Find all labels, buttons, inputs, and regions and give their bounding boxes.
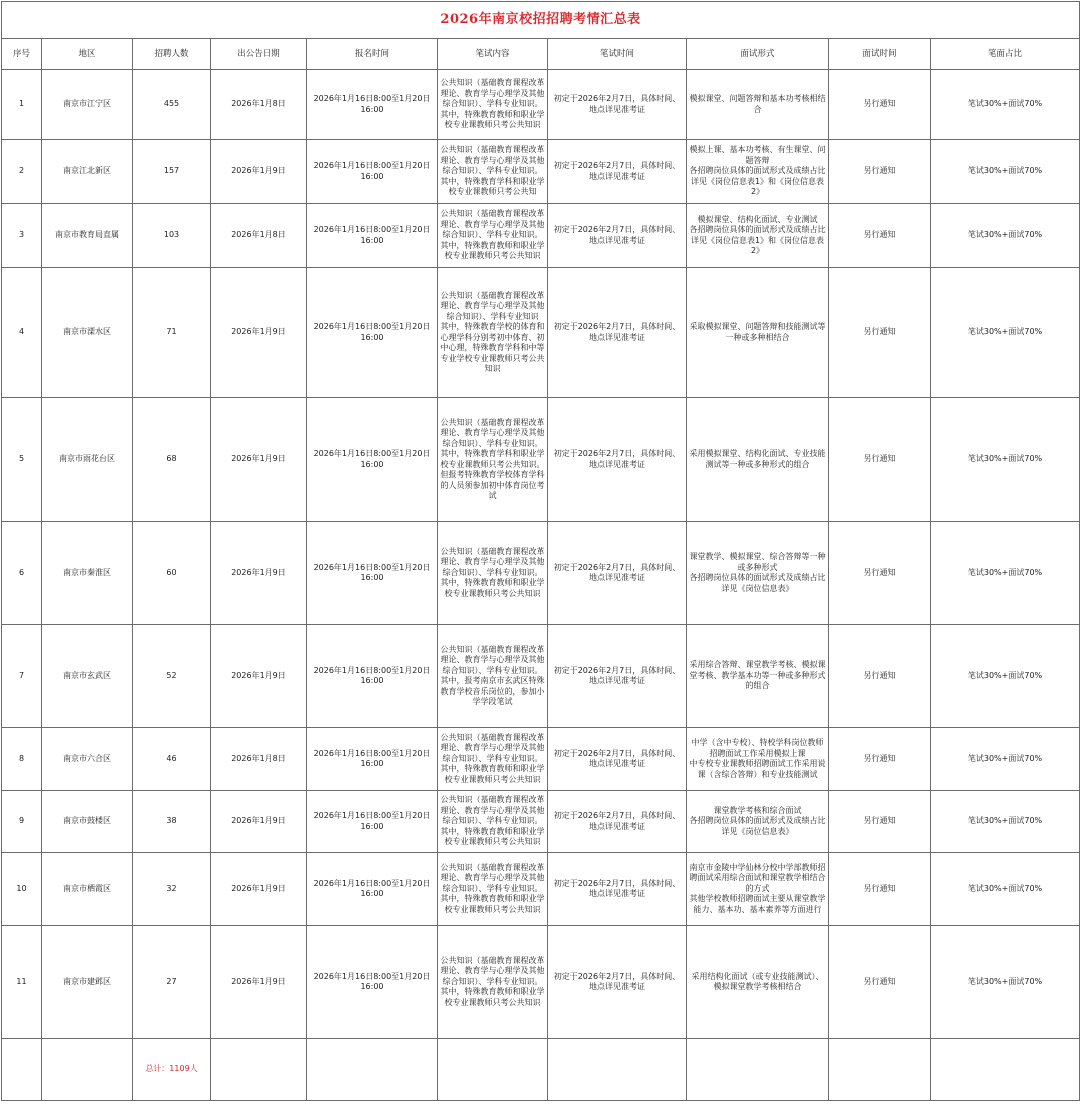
cell-notice-date: 2026年1月8日	[211, 728, 307, 791]
total-cell-blank	[211, 1039, 307, 1101]
cell-ratio: 笔试30%+面试70%	[931, 791, 1080, 853]
cell-interview-time: 另行通知	[829, 728, 931, 791]
cell-ratio: 笔试30%+面试70%	[931, 70, 1080, 140]
cell-written-time: 初定于2026年2月7日，具体时间、地点详见准考证	[548, 268, 687, 398]
cell-ratio: 笔试30%+面试70%	[931, 625, 1080, 728]
cell-index: 3	[2, 204, 42, 268]
header-signup: 报名时间	[307, 39, 438, 70]
cell-region: 南京市鼓楼区	[42, 791, 133, 853]
cell-interview-form: 采用综合答辩、课堂教学考核、模拟课堂考核、教学基本功等一种或多种形式的组合	[687, 625, 829, 728]
header-interview-time: 面试时间	[829, 39, 931, 70]
cell-index: 2	[2, 140, 42, 204]
cell-count: 38	[133, 791, 211, 853]
recruitment-summary-table	[1, 1, 1080, 1101]
table-row	[2, 398, 1080, 522]
cell-ratio: 笔试30%+面试70%	[931, 853, 1080, 926]
cell-count: 60	[133, 522, 211, 625]
cell-interview-time: 另行通知	[829, 70, 931, 140]
cell-interview-form: 南京市金陵中学仙林分校中学部教师招聘面试采用综合面试和课堂教学相结合的方式 其他学校教师招聘面试主要从课堂教学能力、基本功、基本素养等方面进行	[687, 853, 829, 926]
cell-region: 南京市江宁区	[42, 70, 133, 140]
cell-written-content: 公共知识（基础教育课程改革理论、教育学与心理学及其他综合知识）、学科专业知识。 其中，特殊教育学科和职业学校专业课教师只考公共知识。 但报考特殊教育学校体育学科的人员须参加初中体育岗位考试	[438, 398, 548, 522]
cell-written-content: 公共知识（基础教育课程改革理论、教育学与心理学及其他综合知识）、学科专业知识。其中，特殊教育教师和职业学校专业课教师只考公共知识	[438, 70, 548, 140]
cell-signup: 2026年1月16日8:00至1月20日16:00	[307, 926, 438, 1039]
cell-count: 103	[133, 204, 211, 268]
header-row	[2, 39, 1080, 70]
cell-interview-form: 中学（含中专校）、特校学科岗位教师招聘面试工作采用模拟上课 中专校专业课教师招聘面试工作采用说课（含综合答辩）和专业技能测试	[687, 728, 829, 791]
cell-written-content: 公共知识（基础教育课程改革理论、教育学与心理学及其他综合知识）、学科专业知识。 其中，报考南京市玄武区特殊教育学校音乐岗位的，参加小学学段笔试	[438, 625, 548, 728]
cell-count: 68	[133, 398, 211, 522]
table-row	[2, 728, 1080, 791]
cell-signup: 2026年1月16日8:00至1月20日16:00	[307, 625, 438, 728]
cell-count: 46	[133, 728, 211, 791]
cell-ratio: 笔试30%+面试70%	[931, 398, 1080, 522]
cell-region: 南京江北新区	[42, 140, 133, 204]
total-cell-blank	[2, 1039, 42, 1101]
cell-interview-time: 另行通知	[829, 791, 931, 853]
cell-notice-date: 2026年1月9日	[211, 625, 307, 728]
cell-count: 71	[133, 268, 211, 398]
cell-interview-time: 另行通知	[829, 625, 931, 728]
header-region: 地区	[42, 39, 133, 70]
cell-signup: 2026年1月16日8:00至1月20日16:00	[307, 398, 438, 522]
cell-region: 南京市溧水区	[42, 268, 133, 398]
cell-interview-form: 采用模拟课堂、结构化面试、专业技能测试等一种或多种形式的组合	[687, 398, 829, 522]
cell-notice-date: 2026年1月9日	[211, 791, 307, 853]
header-ratio: 笔面占比	[931, 39, 1080, 70]
cell-notice-date: 2026年1月9日	[211, 140, 307, 204]
cell-interview-time: 另行通知	[829, 398, 931, 522]
header-notice-date: 出公告日期	[211, 39, 307, 70]
cell-count: 27	[133, 926, 211, 1039]
cell-index: 5	[2, 398, 42, 522]
cell-region: 南京市秦淮区	[42, 522, 133, 625]
table-row	[2, 70, 1080, 140]
cell-count: 157	[133, 140, 211, 204]
cell-written-time: 初定于2026年2月7日，具体时间、地点详见准考证	[548, 70, 687, 140]
cell-written-content: 公共知识（基础教育课程改革理论、教育学与心理学及其他综合知识）、学科专业知识。其中，特殊教育教师和职业学校专业课教师只考公共知识	[438, 522, 548, 625]
cell-written-time: 初定于2026年2月7日，具体时间、地点详见准考证	[548, 522, 687, 625]
cell-interview-time: 另行通知	[829, 140, 931, 204]
cell-signup: 2026年1月16日8:00至1月20日16:00	[307, 140, 438, 204]
cell-written-content: 公共知识（基础教育课程改革理论、教育学与心理学及其他综合知识）、学科专业知识。其中，特殊教育教师和职业学校专业课教师只考公共知识	[438, 204, 548, 268]
table-row	[2, 204, 1080, 268]
cell-written-time: 初定于2026年2月7日，具体时间、地点详见准考证	[548, 926, 687, 1039]
header-written-content: 笔试内容	[438, 39, 548, 70]
header-interview-form: 面试形式	[687, 39, 829, 70]
cell-notice-date: 2026年1月9日	[211, 853, 307, 926]
cell-index: 9	[2, 791, 42, 853]
cell-index: 1	[2, 70, 42, 140]
table-row	[2, 791, 1080, 853]
cell-signup: 2026年1月16日8:00至1月20日16:00	[307, 522, 438, 625]
cell-written-content: 公共知识（基础教育课程改革理论、教育学与心理学及其他综合知识）、学科专业知识。其中，特殊教育教师和职业学校专业课教师只考公共知识	[438, 926, 548, 1039]
cell-written-time: 初定于2026年2月7日，具体时间、地点详见准考证	[548, 625, 687, 728]
total-cell-blank	[931, 1039, 1080, 1101]
cell-index: 10	[2, 853, 42, 926]
cell-interview-time: 另行通知	[829, 853, 931, 926]
cell-interview-form: 课堂教学考核和综合面试 各招聘岗位具体的面试形式及成绩占比详见《岗位信息表》	[687, 791, 829, 853]
cell-interview-time: 另行通知	[829, 926, 931, 1039]
cell-count: 52	[133, 625, 211, 728]
cell-signup: 2026年1月16日8:00至1月20日16:00	[307, 268, 438, 398]
cell-index: 8	[2, 728, 42, 791]
total-cell-blank	[687, 1039, 829, 1101]
cell-notice-date: 2026年1月9日	[211, 268, 307, 398]
total-row	[2, 1039, 1080, 1101]
cell-written-time: 初定于2026年2月7日，具体时间、地点详见准考证	[548, 853, 687, 926]
cell-count: 455	[133, 70, 211, 140]
table-row	[2, 140, 1080, 204]
cell-written-content: 公共知识（基础教育课程改革理论、教育学与心理学及其他综合知识）、学科专业知识。其中，特殊教育教师和职业学校专业课教师只考公共知识	[438, 853, 548, 926]
cell-ratio: 笔试30%+面试70%	[931, 522, 1080, 625]
cell-ratio: 笔试30%+面试70%	[931, 204, 1080, 268]
cell-signup: 2026年1月16日8:00至1月20日16:00	[307, 728, 438, 791]
cell-written-content: 公共知识（基础教育课程改革理论、教育学与心理学及其他综合知识）、学科专业知识。其中，特殊教育教师和职业学校专业课教师只考公共知识	[438, 728, 548, 791]
table-title: 2026年南京校招招聘考情汇总表	[2, 2, 1080, 39]
cell-ratio: 笔试30%+面试70%	[931, 140, 1080, 204]
cell-index: 11	[2, 926, 42, 1039]
total-count: 总计：1109人	[133, 1039, 211, 1101]
cell-written-time: 初定于2026年2月7日，具体时间、地点详见准考证	[548, 728, 687, 791]
cell-interview-time: 另行通知	[829, 204, 931, 268]
header-written-time: 笔试时间	[548, 39, 687, 70]
cell-notice-date: 2026年1月8日	[211, 204, 307, 268]
cell-notice-date: 2026年1月9日	[211, 398, 307, 522]
cell-interview-form: 模拟课堂、问题答辩和基本功考核相结合	[687, 70, 829, 140]
cell-written-content: 公共知识（基础教育课程改革理论、教育学与心理学及其他综合知识）、学科专业知识。 其中，特殊教育学科和职业学校专业课教师只考公共知	[438, 140, 548, 204]
cell-region: 南京市教育局直属	[42, 204, 133, 268]
cell-region: 南京市玄武区	[42, 625, 133, 728]
cell-region: 南京市栖霞区	[42, 853, 133, 926]
cell-interview-form: 采取模拟课堂、问题答辩和技能测试等一种或多种相结合	[687, 268, 829, 398]
total-cell-blank	[307, 1039, 438, 1101]
cell-interview-form: 采用结构化面试（或专业技能测试）、模拟课堂教学考核相结合	[687, 926, 829, 1039]
cell-index: 4	[2, 268, 42, 398]
total-cell-blank	[438, 1039, 548, 1101]
total-cell-blank	[548, 1039, 687, 1101]
cell-interview-form: 模拟上课、基本功考核、有生课堂、问题答辩 各招聘岗位具体的面试形式及成绩占比详见《岗位信息表1》和《岗位信息表2》	[687, 140, 829, 204]
total-cell-blank	[42, 1039, 133, 1101]
cell-written-time: 初定于2026年2月7日，具体时间、地点详见准考证	[548, 791, 687, 853]
table-row	[2, 268, 1080, 398]
table-row	[2, 926, 1080, 1039]
cell-region: 南京市建邺区	[42, 926, 133, 1039]
table-row	[2, 853, 1080, 926]
cell-interview-time: 另行通知	[829, 268, 931, 398]
cell-written-time: 初定于2026年2月7日，具体时间、地点详见准考证	[548, 140, 687, 204]
cell-notice-date: 2026年1月8日	[211, 70, 307, 140]
cell-ratio: 笔试30%+面试70%	[931, 728, 1080, 791]
total-cell-blank	[829, 1039, 931, 1101]
cell-region: 南京市六合区	[42, 728, 133, 791]
cell-index: 7	[2, 625, 42, 728]
cell-interview-time: 另行通知	[829, 522, 931, 625]
cell-signup: 2026年1月16日8:00至1月20日16:00	[307, 204, 438, 268]
table-row	[2, 522, 1080, 625]
cell-written-content: 公共知识（基础教育课程改革理论、教育学与心理学及其他综合知识）、学科专业知识。其中，特殊教育教师和职业学校专业课教师只考公共知识	[438, 791, 548, 853]
cell-signup: 2026年1月16日8:00至1月20日16:00	[307, 853, 438, 926]
cell-interview-form: 模拟课堂、结构化面试、专业测试 各招聘岗位具体的面试形式及成绩占比详见《岗位信息表1》和《岗位信息表2》	[687, 204, 829, 268]
header-count: 招聘人数	[133, 39, 211, 70]
cell-interview-form: 课堂教学、模拟课堂、综合答辩等一种或多种形式 各招聘岗位具体的面试形式及成绩占比详见《岗位信息表》	[687, 522, 829, 625]
cell-written-content: 公共知识（基础教育课程改革理论、教育学与心理学及其他综合知识）、学科专业知识 其中，特殊教育学校的体育和心理学科分别考初中体育、初中心理，特殊教育学科和中等专业学校专业课教师只考公共知识	[438, 268, 548, 398]
cell-ratio: 笔试30%+面试70%	[931, 926, 1080, 1039]
cell-signup: 2026年1月16日8:00至1月20日16:00	[307, 70, 438, 140]
cell-region: 南京市雨花台区	[42, 398, 133, 522]
cell-notice-date: 2026年1月9日	[211, 926, 307, 1039]
cell-ratio: 笔试30%+面试70%	[931, 268, 1080, 398]
cell-notice-date: 2026年1月9日	[211, 522, 307, 625]
cell-index: 6	[2, 522, 42, 625]
header-index: 序号	[2, 39, 42, 70]
table-row	[2, 625, 1080, 728]
cell-written-time: 初定于2026年2月7日，具体时间、地点详见准考证	[548, 204, 687, 268]
cell-written-time: 初定于2026年2月7日，具体时间、地点详见准考证	[548, 398, 687, 522]
cell-signup: 2026年1月16日8:00至1月20日16:00	[307, 791, 438, 853]
cell-count: 32	[133, 853, 211, 926]
